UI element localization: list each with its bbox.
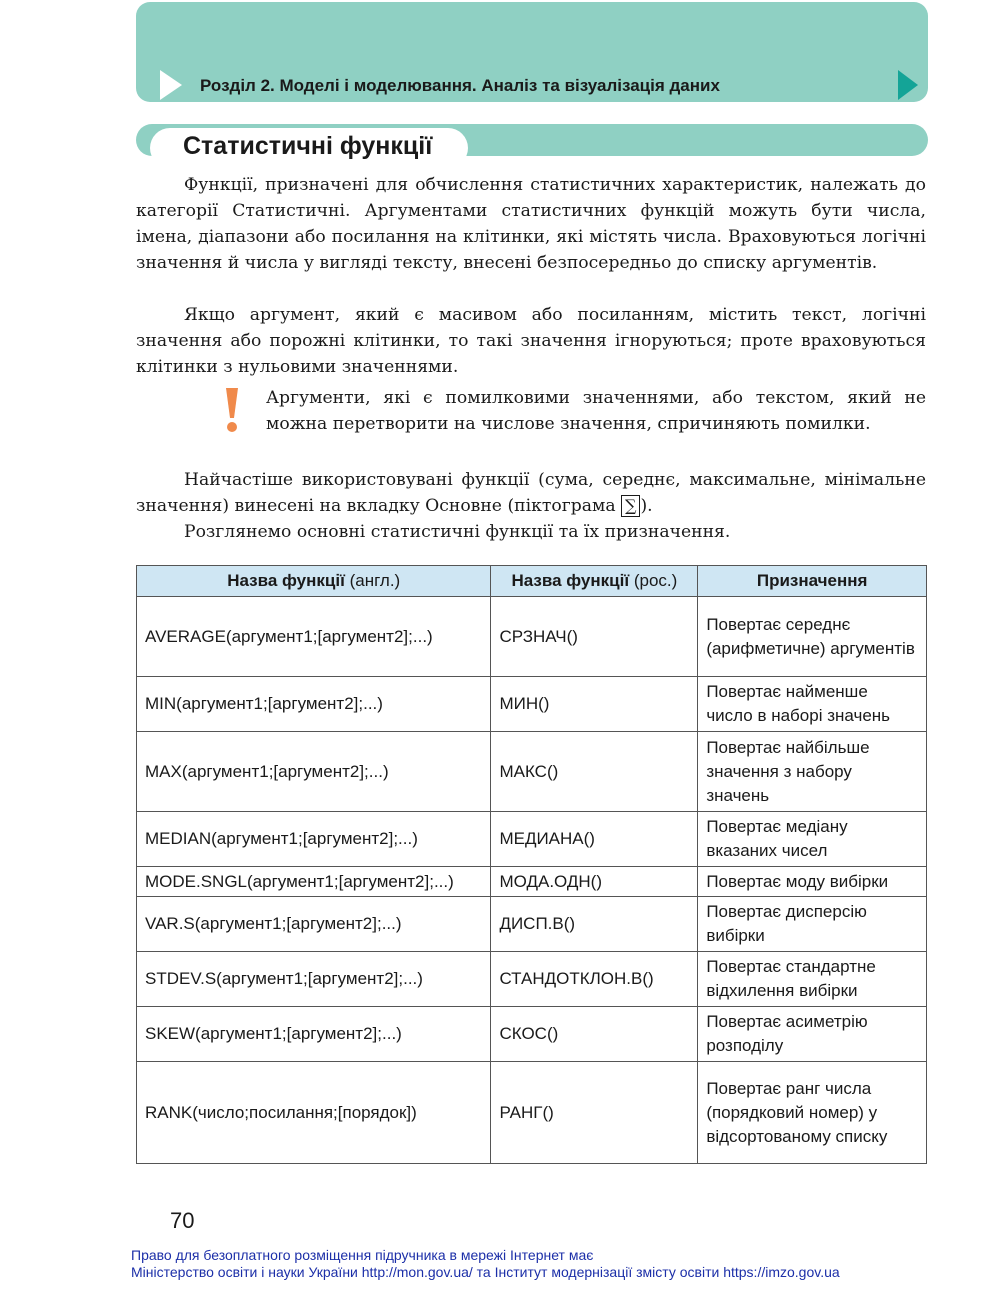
cell-purpose: Повертає асиметрію розподілу <box>698 1007 927 1062</box>
cell-purpose: Повертає медіану вказаних чисел <box>698 812 927 867</box>
paragraph-frequent-text: Найчастіше використовувані функції (сума, середнє, максимальне, мінімальне значення) винесені на вкладку Основне (піктограма <box>136 470 926 516</box>
cell-name-en: STDEV.S(аргумент1;[аргумент2];...) <box>137 952 491 1007</box>
cell-name-en: SKEW(аргумент1;[аргумент2];...) <box>137 1007 491 1062</box>
table-row <box>137 732 927 812</box>
page-number: 70 <box>170 1208 195 1233</box>
cell-purpose: Повертає ранг числа (порядковий номер) у відсортованому списку <box>698 1062 927 1164</box>
cell-name-ru: СКОС() <box>491 1007 698 1062</box>
chapter-title: Розділ 2. Моделі і моделювання. Аналіз та візуалізація даних <box>200 76 720 95</box>
cell-name-en: MIN(аргумент1;[аргумент2];...) <box>137 677 491 732</box>
cell-name-en: AVERAGE(аргумент1;[аргумент2];...) <box>137 597 491 677</box>
table-row <box>137 867 927 897</box>
paragraph-arrays: Якщо аргумент, який є масивом або посиланням, містить текст, логічні значення або порожні клітинки, то такі значення ігноруються; проте враховуються клітинки з нульовими значеннями. <box>136 305 926 377</box>
cell-purpose: Повертає стандартне відхилення вибірки <box>698 952 927 1007</box>
cell-name-ru: РАНГ() <box>491 1062 698 1164</box>
cell-purpose: Повертає найменше число в наборі значень <box>698 677 927 732</box>
cell-purpose: Повертає найбільше значення з набору значень <box>698 732 927 812</box>
footer-line-2: Міністерство освіти і науки України http://mon.gov.ua/ та Інститут модернізації змісту освіти https://imzo.gov.ua <box>131 1264 840 1280</box>
paragraph-frequent <box>136 467 926 519</box>
table-row <box>137 597 927 677</box>
cell-name-ru: СТАНДОТКЛОН.В() <box>491 952 698 1007</box>
cell-name-en: RANK(число;посилання;[порядок]) <box>137 1062 491 1164</box>
sigma-icon: ∑ <box>621 495 640 517</box>
cell-name-ru: СРЗНАЧ() <box>491 597 698 677</box>
cell-name-ru: ДИСП.В() <box>491 897 698 952</box>
section-heading: Статистичні функції <box>183 132 433 160</box>
table-row <box>137 1062 927 1164</box>
header-name-ru: Назва функції (рос.) <box>491 566 698 597</box>
table-header-row <box>137 566 927 597</box>
table-row <box>137 952 927 1007</box>
footer-line-1: Право для безоплатного розміщення підручника в мережі Інтернет має <box>131 1247 594 1263</box>
table-row <box>137 812 927 867</box>
exclamation-icon <box>220 386 244 434</box>
cell-name-en: MAX(аргумент1;[аргумент2];...) <box>137 732 491 812</box>
cell-name-ru: МИН() <box>491 677 698 732</box>
table-row <box>137 677 927 732</box>
table-row <box>137 897 927 952</box>
paragraph-intro: Функції, призначені для обчислення статистичних характеристик, належать до категорії Статистичні. Аргументами статистичних функцій можуть бути числа, імена, діапазони або посилання на клітинки, які містять числа. Враховуються логічні значення й числа у вигляді тексту, внесені безпосередньо до списку аргументів. <box>136 175 926 273</box>
table-row <box>137 1007 927 1062</box>
banner-arrow-right-icon <box>898 70 918 100</box>
cell-purpose: Повертає середнє (арифметичне) аргументів <box>698 597 927 677</box>
cell-name-en: MODE.SNGL(аргумент1;[аргумент2];...) <box>137 867 491 897</box>
cell-name-ru: МЕДИАНА() <box>491 812 698 867</box>
paragraph-consider: Розглянемо основні статистичні функції та їх призначення. <box>184 522 731 542</box>
cell-purpose: Повертає дисперсію вибірки <box>698 897 927 952</box>
functions-table <box>136 565 927 1164</box>
paragraph-frequent-end: ). <box>640 496 653 516</box>
cell-purpose: Повертає моду вибірки <box>698 867 927 897</box>
cell-name-en: VAR.S(аргумент1;[аргумент2];...) <box>137 897 491 952</box>
note-errors: Аргументи, які є помилковими значеннями, або текстом, який не можна перетворити на числове значення, спричиняють помилки. <box>266 388 926 434</box>
cell-name-ru: МОДА.ОДН() <box>491 867 698 897</box>
header-name-en: Назва функції (англ.) <box>137 566 491 597</box>
header-purpose: Призначення <box>698 566 927 597</box>
banner-arrow-left-icon <box>160 70 182 100</box>
cell-name-ru: МАКС() <box>491 732 698 812</box>
cell-name-en: MEDIAN(аргумент1;[аргумент2];...) <box>137 812 491 867</box>
